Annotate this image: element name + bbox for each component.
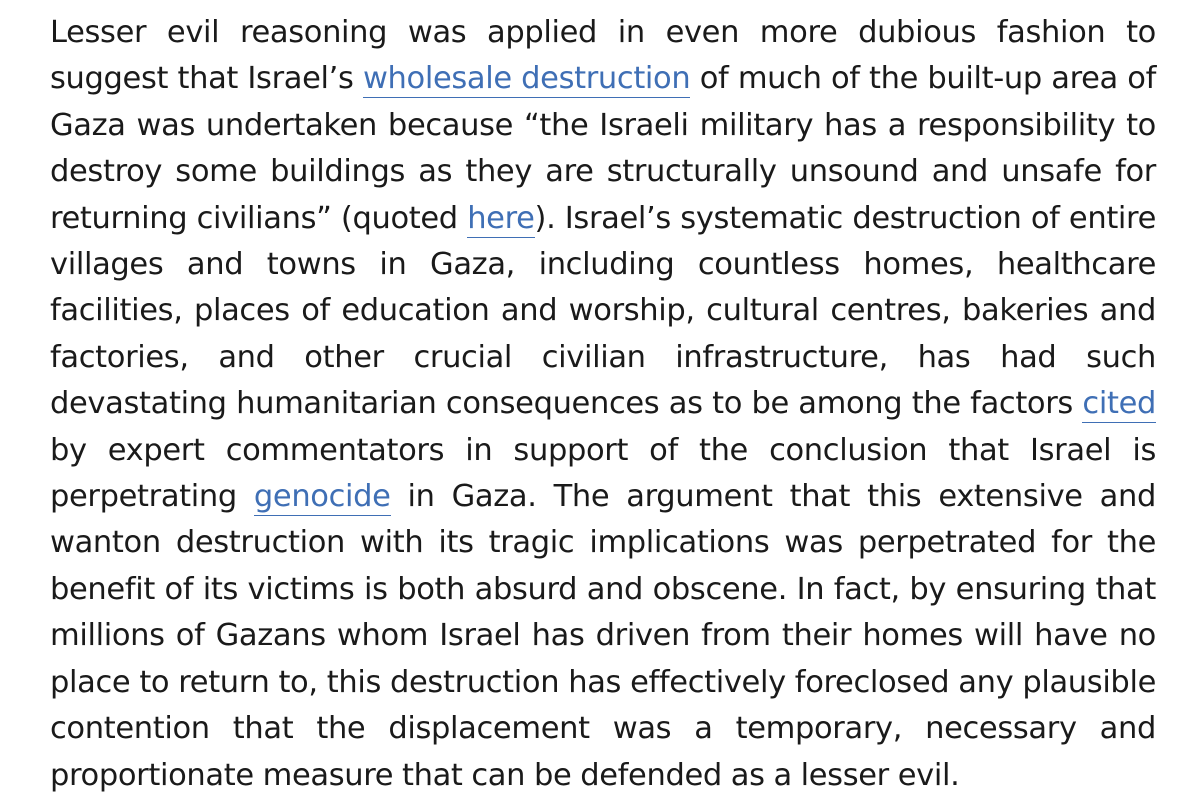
cited-link[interactable]: cited — [1082, 386, 1156, 422]
here-link[interactable]: here — [467, 200, 535, 236]
paragraph-text-4: by expert commentators in support of the conclusion that Israel is perpetrating — [50, 432, 1156, 515]
paragraph-text-3: ). Israel’s systematic destruction of entire villages and towns in Gaza, including countless homes, healthcare facilities, places of education and worship, cultural centres, bakeries and factories, and other crucial civilian infrastructure, has had such devastating humanitarian consequences as to be among the factors — [50, 200, 1156, 422]
genocide-link[interactable]: genocide — [253, 479, 391, 515]
paragraph-text-1: Lesser evil reasoning was applied in even more dubious fashion to suggest that Israel’s — [50, 15, 1156, 97]
paragraph-text-5: in Gaza. The argument that this extensive and wanton destruction with its tragic implications was perpetrated for the benefit of its victims is both absurd and obscene. In fact, by ensuring that millions of Gazans whom Israel has driven from their homes will have no place to return to, this destruction has effectively foreclosed any plausible contention that the displacement was a temporary, necessary and proportionate measure that can be defended as a lesser evil. — [50, 479, 1157, 793]
wholesale-destruction-link[interactable]: wholesale destruction — [362, 61, 691, 97]
paragraph-text-2: of much of the built-up area of Gaza was undertaken because “the Israeli military has a responsibility to destroy some buildings as they are structurally unsound and unsafe for returning civilians” (quoted — [50, 61, 1156, 236]
article-paragraph — [50, 10, 1156, 799]
